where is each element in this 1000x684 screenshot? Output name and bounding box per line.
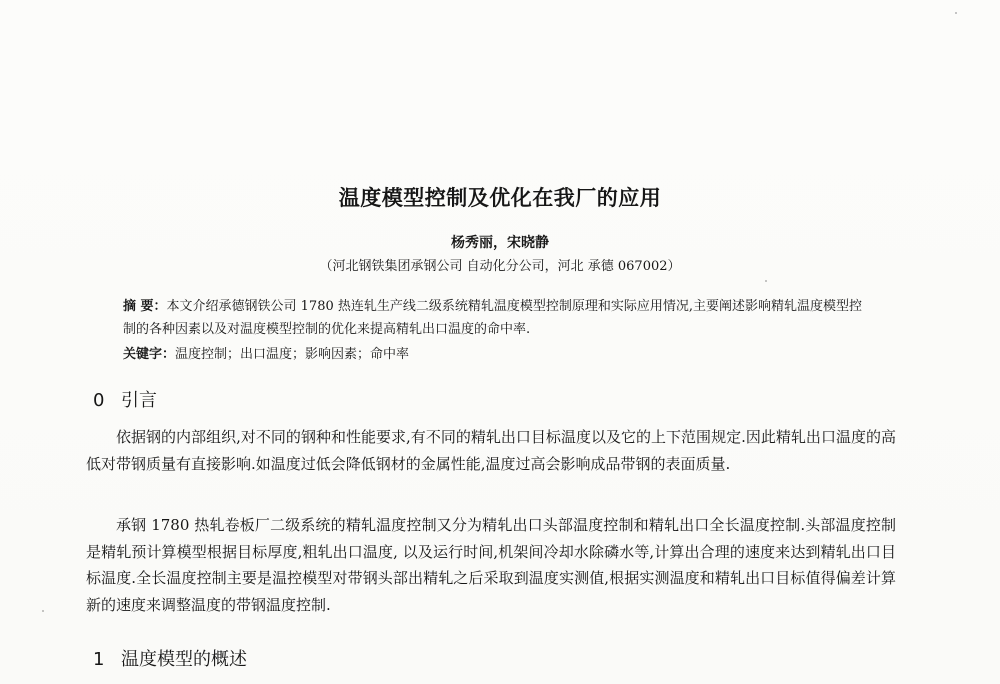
section-heading-introduction xyxy=(93,386,157,412)
section-number: 0 xyxy=(93,390,105,411)
body-paragraph: 承钢 1780 热轧卷板厂二级系统的精轧温度控制又分为精轧出口头部温度控制和精轧出口全长温度控制.头部温度控制是精轧预计算模型根据目标厚度,粗轧出口温度, 以及运行时间,机架间冷却水除磷水等,计算出合理的速度来达到精轧出口目标温度.全长温度控制主要是温控模型对带钢头部出精轧之后采取到温度实测值,根据实测温度和精轧出口目标值得偏差计算新的速度来调整温度的带钢温度控制. xyxy=(86,516,896,614)
abstract-label: 摘 要： xyxy=(123,299,167,314)
author-affiliation: （河北钢铁集团承钢公司 自动化分公司，河北 承德 067002） xyxy=(319,259,681,274)
scan-speck xyxy=(42,610,44,612)
body-paragraph: 依据钢的内部组织,对不同的钢种和性能要求,有不同的精轧出口目标温度以及它的上下范围规定.因此精轧出口温度的高低对带钢质量有直接影响.如温度过低会降低钢材的金属性能,温度过高会影响成品带钢的表面质量. xyxy=(86,428,896,473)
section-title: 温度模型的概述 xyxy=(121,649,247,670)
abstract xyxy=(123,295,863,341)
keywords-label: 关键字： xyxy=(123,347,176,362)
section-number: 1 xyxy=(93,649,105,670)
paper-title: 温度模型控制及优化在我厂的应用 xyxy=(338,186,662,210)
section-heading-temperature-model-overview xyxy=(93,645,247,671)
keywords xyxy=(123,343,863,366)
abstract-text: 本文介绍承德钢铁公司 1780 热连轧生产线二级系统精轧温度模型控制原理和实际应用情况,主要阐述影响精轧温度模型控制的各种因素以及对温度模型控制的优化来提高精轧出口温度的命中率. xyxy=(123,299,863,337)
section-title: 引言 xyxy=(121,390,157,411)
scan-speck xyxy=(955,12,957,14)
scan-speck xyxy=(765,280,767,282)
keywords-text: 温度控制；出口温度；影响因素；命中率 xyxy=(175,347,410,362)
author-list: 杨秀丽，宋晓静 xyxy=(451,235,549,251)
